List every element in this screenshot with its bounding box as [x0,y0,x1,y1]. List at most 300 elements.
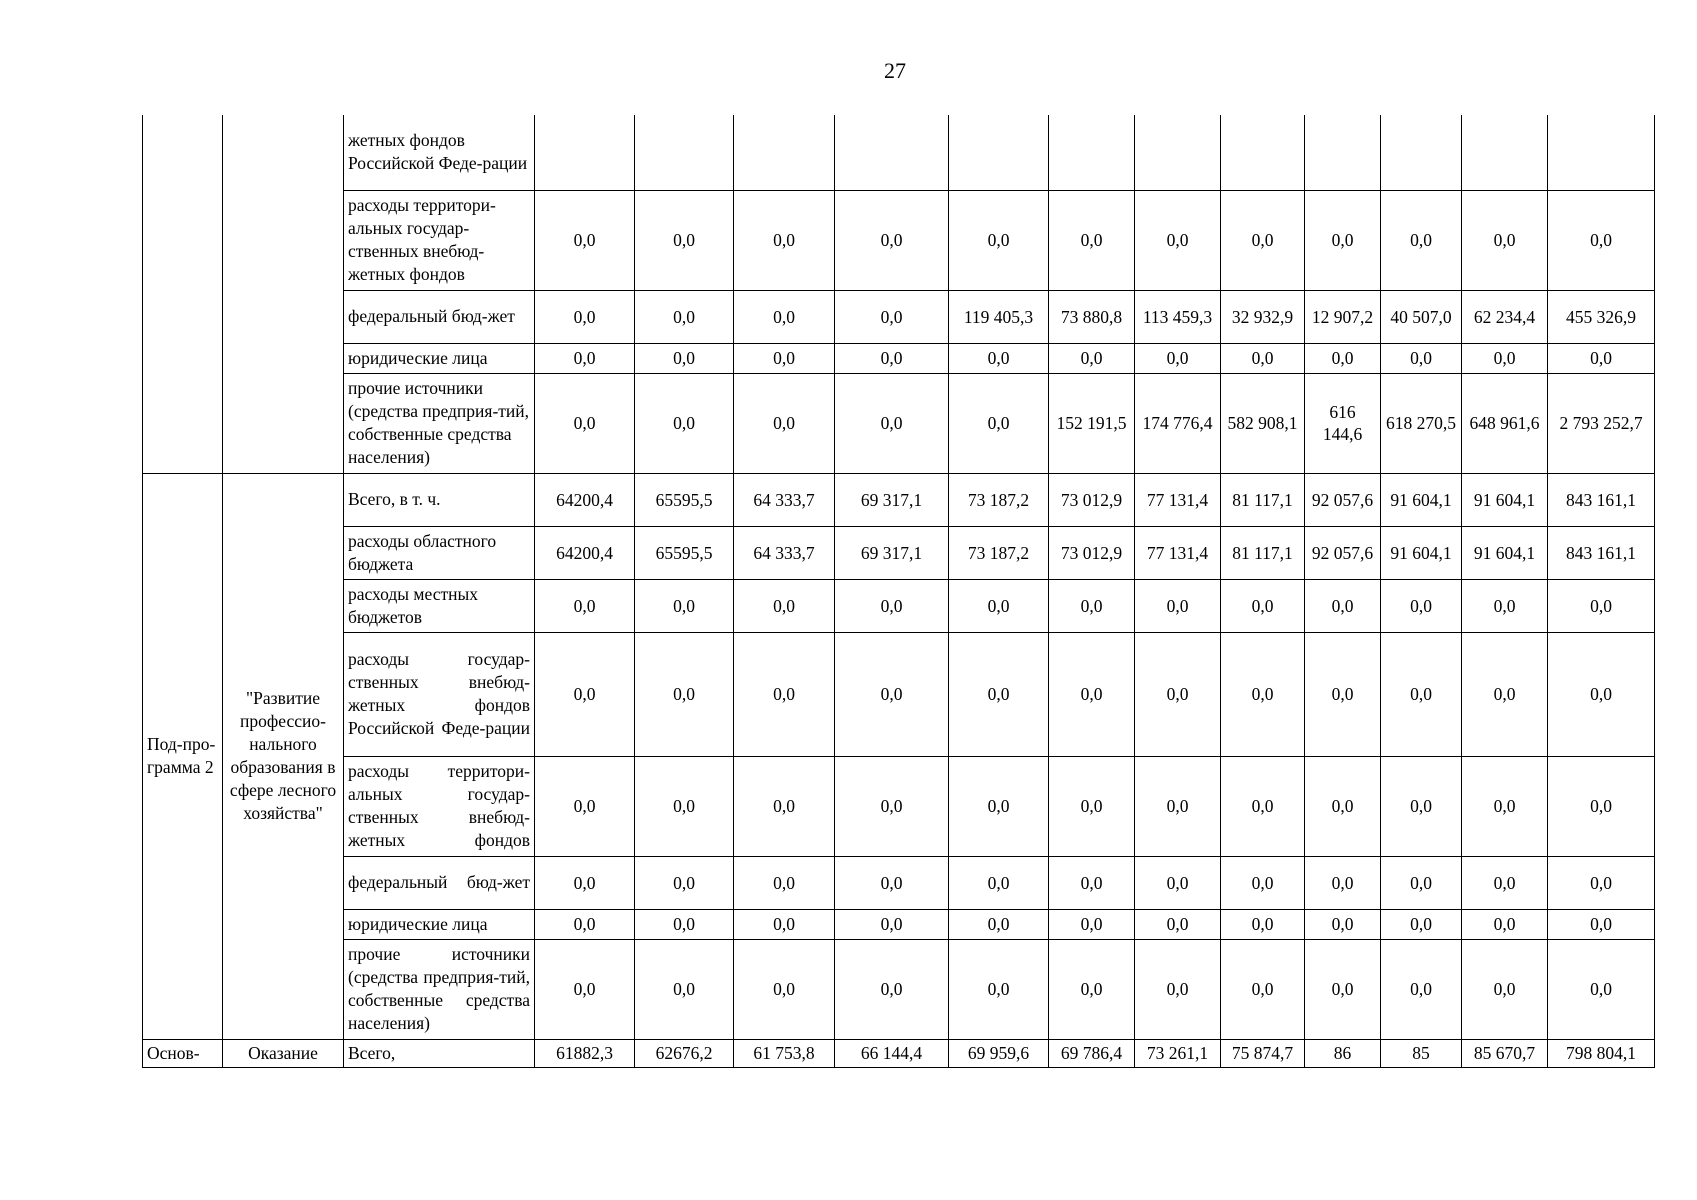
table-cell-value [1049,909,1135,939]
cell-value: 0,0 [573,684,596,704]
cell-value: 91 604,1 [1390,542,1452,563]
cell-value: 12 907,2 [1311,306,1374,327]
cell-value: 0,0 [773,348,795,368]
table-cell-value [1462,343,1548,373]
cell-value: 0,0 [1493,684,1516,704]
cell-value: 69 317,1 [860,542,923,563]
cell-value: 0,0 [880,348,903,368]
table-cell-value [734,290,835,343]
cell-value: 0,0 [1493,872,1516,893]
program-code-cell [143,115,223,473]
cell-value: 85 670,7 [1473,1043,1536,1063]
cell-value: 0,0 [1166,872,1189,893]
cell-value: 0,0 [987,413,1010,433]
cell-value: 0,0 [1166,595,1189,616]
cell-value: 91 604,1 [1473,542,1536,563]
table-cell-value [835,579,949,632]
cell-value: 62 234,4 [1473,306,1536,327]
cell-value: 86 [1333,1043,1352,1063]
table-cell-value [949,856,1049,909]
table-row [143,373,1655,473]
table-cell-value [1381,856,1462,909]
table-cell-value [734,343,835,373]
table-row [143,190,1655,290]
cell-value: 0,0 [1410,595,1432,616]
table-cell-value [1305,756,1381,856]
cell-value: 0,0 [1251,684,1274,704]
table-cell-value [949,579,1049,632]
table-cell-value [1381,1039,1462,1067]
table-cell-value [1305,909,1381,939]
cell-value: 0,0 [1251,595,1274,616]
cell-value: 81 117,1 [1232,542,1293,563]
cell-value: 0,0 [1410,796,1432,816]
table-cell-value [734,909,835,939]
table-cell-value [1548,579,1655,632]
table-cell-value [949,373,1049,473]
table-cell-value [1548,290,1655,343]
cell-value: 0,0 [1493,595,1516,616]
table-cell-value [1548,632,1655,756]
table-cell-value [949,756,1049,856]
table-cell-value [734,756,835,856]
table-cell-value [1049,115,1135,190]
table-cell-value [1305,290,1381,343]
cell-value: 69 959,6 [967,1043,1030,1063]
table-cell-value [1305,632,1381,756]
funding-source-label: юридические лица [344,909,535,939]
table-cell-value [635,856,734,909]
table-cell-value [535,290,635,343]
table-cell-value [1381,756,1462,856]
cell-value: 0,0 [1166,348,1189,368]
table-cell-value [1381,373,1462,473]
cell-value: 66 144,4 [860,1043,923,1063]
table-row [143,290,1655,343]
table-cell-value [1305,473,1381,526]
table-cell-value [1049,632,1135,756]
table-cell-value [1135,756,1221,856]
cell-value: 0,0 [987,348,1010,368]
table-cell-value [1221,1039,1305,1067]
table-cell-value [1049,343,1135,373]
table-cell-value [835,190,949,290]
cell-value: 0,0 [1331,872,1354,893]
table-cell-value [835,115,949,190]
cell-value: 0,0 [673,979,695,999]
table-row [143,756,1655,856]
table-cell-value [1305,190,1381,290]
table-cell-value [1135,939,1221,1039]
cell-value: 0,0 [880,872,903,893]
table-cell-value [1381,473,1462,526]
cell-value: 0,0 [573,872,596,893]
cell-value: 40 507,0 [1390,306,1452,327]
cell-value: 0,0 [1331,684,1354,704]
cell-value: 0,0 [987,872,1010,893]
cell-value: 0,0 [880,914,903,934]
cell-value: 0,0 [1251,348,1274,368]
table-cell-value [1049,190,1135,290]
table-cell-value [535,856,635,909]
table-cell-value [1462,939,1548,1039]
funding-source-label: Всего, в т. ч. [344,473,535,526]
cell-value: 0,0 [1080,684,1103,704]
table-cell-value [635,632,734,756]
main-activity-name: Оказание [223,1039,344,1067]
subprogram-code: Под-про-грамма 2 [143,473,223,1039]
table-cell-value [1135,526,1221,579]
cell-value: 0,0 [1080,230,1103,250]
page-number: 27 [884,58,906,83]
table-cell-value [734,579,835,632]
cell-value: 64200,4 [556,542,613,563]
cell-value: 0,0 [1080,348,1103,368]
cell-value: 91 604,1 [1390,489,1452,510]
cell-value: 0,0 [1331,796,1354,816]
cell-value: 81 117,1 [1232,489,1293,510]
table-cell-value [535,939,635,1039]
cell-value: 0,0 [673,230,695,250]
cell-value: 62676,2 [655,1043,713,1063]
table-cell-value [635,290,734,343]
funding-source-label: расходы территори-альных государ-ственных внебюд-жетных фондов [344,756,535,856]
table-cell-value [535,115,635,190]
table-cell-value [1462,290,1548,343]
cell-value: 0,0 [673,684,695,704]
cell-value: 0,0 [1410,348,1432,368]
table-cell-value [835,473,949,526]
cell-value: 0,0 [880,230,903,250]
cell-value: 0,0 [880,306,903,327]
cell-value: 648 961,6 [1469,413,1540,433]
cell-value: 0,0 [773,796,795,816]
main-activity-code: Основ- [143,1039,223,1067]
table-cell-value [1381,190,1462,290]
table-cell-value [1548,190,1655,290]
table-cell-value [1305,343,1381,373]
cell-value: 0,0 [987,979,1010,999]
table-cell-value [1548,373,1655,473]
cell-value: 0,0 [573,230,596,250]
cell-value: 0,0 [880,684,903,704]
cell-value: 0,0 [1590,684,1612,704]
table-cell-value [1135,909,1221,939]
table-cell-value [835,373,949,473]
cell-value: 0,0 [1590,348,1612,368]
table-cell-value [835,290,949,343]
cell-value: 0,0 [1590,230,1612,250]
table-cell-value [535,526,635,579]
table-cell-value [949,115,1049,190]
program-name-cell [223,115,344,473]
cell-value: 0,0 [1410,872,1432,893]
table-cell-value [835,632,949,756]
cell-value: 73 880,8 [1060,306,1123,327]
cell-value: 0,0 [1166,796,1189,816]
table-cell-value [1305,579,1381,632]
cell-value: 0,0 [1331,979,1354,999]
cell-value: 0,0 [573,306,596,327]
cell-value: 77 131,4 [1146,542,1209,563]
table-cell-value [1462,473,1548,526]
cell-value: 0,0 [673,872,695,893]
table-row [143,632,1655,756]
table-cell-value [1305,373,1381,473]
cell-value: 69 317,1 [860,489,923,510]
table-cell-value [1221,526,1305,579]
table-cell-value [635,473,734,526]
table-cell-value [1381,939,1462,1039]
subprogram-name: "Развитие профессио-нального образования в сфере лесного хозяйства" [223,473,344,1039]
table-cell-value [1049,856,1135,909]
cell-value: 0,0 [1331,230,1354,250]
table-row [143,856,1655,909]
table-cell-value [1548,856,1655,909]
cell-value: 73 187,2 [967,489,1030,510]
cell-value: 0,0 [1251,914,1274,934]
table-cell-value [835,1039,949,1067]
cell-value: 0,0 [1080,872,1103,893]
table-cell-value [835,343,949,373]
cell-value: 0,0 [773,872,795,893]
cell-value: 0,0 [880,979,903,999]
table-cell-value [1462,756,1548,856]
table-cell-value [1049,290,1135,343]
cell-value: 92 057,6 [1311,489,1374,510]
cell-value: 64 333,7 [753,542,815,563]
table-cell-value [1049,1039,1135,1067]
cell-value: 0,0 [987,914,1010,934]
cell-value: 0,0 [1251,230,1274,250]
funding-source-label: расходы областного бюджета [344,526,535,579]
table-cell-value [949,290,1049,343]
table-cell-value [1221,632,1305,756]
funding-source-label: федеральный бюд-жет [344,856,535,909]
table-row [143,526,1655,579]
table-cell-value [1135,856,1221,909]
table-cell-value [535,632,635,756]
budget-table [142,115,1655,1068]
table-cell-value [1381,579,1462,632]
cell-value: 0,0 [573,796,596,816]
cell-value: 119 405,3 [963,306,1034,327]
cell-value: 0,0 [1410,684,1432,704]
table-cell-value [635,1039,734,1067]
table-cell-value [535,1039,635,1067]
table-cell-value [734,115,835,190]
table-cell-value [1135,343,1221,373]
table-cell-value [1221,909,1305,939]
cell-value: 85 [1412,1043,1430,1063]
cell-value: 77 131,4 [1146,489,1209,510]
cell-value: 0,0 [573,979,596,999]
cell-value: 0,0 [1590,872,1612,893]
cell-value: 61882,3 [556,1043,613,1063]
table-cell-value [1381,290,1462,343]
table-cell-value [1548,756,1655,856]
table-cell-value [1221,343,1305,373]
table-cell-value [1462,373,1548,473]
table-cell-value [1462,579,1548,632]
table-cell-value [535,579,635,632]
table-cell-value [1221,373,1305,473]
cell-value: 0,0 [673,914,695,934]
cell-value: 0,0 [773,306,795,327]
cell-value: 0,0 [573,413,596,433]
cell-value: 582 908,1 [1227,413,1298,433]
table-row [143,473,1655,526]
cell-value: 0,0 [1251,796,1274,816]
cell-value: 0,0 [573,348,596,368]
cell-value: 0,0 [773,979,795,999]
cell-value: 0,0 [1493,914,1516,934]
cell-value: 0,0 [1493,348,1516,368]
table-cell-value [1049,373,1135,473]
table-cell-value [1462,526,1548,579]
table-cell-value [835,756,949,856]
cell-value: 843 161,1 [1566,489,1636,510]
table-cell-value [1221,939,1305,1039]
table-cell-value [734,473,835,526]
table-row [143,579,1655,632]
cell-value: 0,0 [673,348,695,368]
table-cell-value [1548,343,1655,373]
table-cell-value [1221,856,1305,909]
funding-source-label: федеральный бюд-жет [344,290,535,343]
table-cell-value [1381,343,1462,373]
table-cell-value [734,856,835,909]
cell-value: 616 144,6 [1322,402,1363,444]
table-cell-value [1305,939,1381,1039]
cell-value: 0,0 [673,796,695,816]
table-cell-value [734,526,835,579]
cell-value: 0,0 [1493,796,1516,816]
table-cell-value [535,756,635,856]
table-cell-value [635,115,734,190]
table-cell-value [1049,473,1135,526]
cell-value: 0,0 [573,914,596,934]
table-cell-value [835,856,949,909]
table-cell-value [1221,579,1305,632]
table-cell-value [949,1039,1049,1067]
table-cell-value [535,909,635,939]
cell-value: 0,0 [1590,796,1612,816]
table-cell-value [635,343,734,373]
table-cell-value [1221,290,1305,343]
funding-source-label: расходы местных бюджетов [344,579,535,632]
cell-value: 64 333,7 [753,489,815,510]
table-cell-value [1135,115,1221,190]
table-cell-value [1221,115,1305,190]
cell-value: 0,0 [1251,872,1274,893]
cell-value: 73 261,1 [1146,1043,1209,1063]
table-cell-value [1381,115,1462,190]
cell-value: 0,0 [1331,914,1354,934]
table-cell-value [535,343,635,373]
cell-value: 0,0 [880,595,903,616]
cell-value: 0,0 [1493,979,1516,999]
table-cell-value [949,939,1049,1039]
table-cell-value [1135,579,1221,632]
table-cell-value [1548,473,1655,526]
cell-value: 0,0 [1080,979,1103,999]
table-cell-value [1135,373,1221,473]
table-cell-value [1135,290,1221,343]
table-cell-value [949,473,1049,526]
table-cell-value [835,526,949,579]
cell-value: 0,0 [1331,595,1354,616]
table-cell-value [1462,632,1548,756]
table-cell-value [1221,190,1305,290]
cell-value: 75 874,7 [1231,1043,1294,1063]
cell-value: 0,0 [1410,230,1432,250]
cell-value: 0,0 [880,413,903,433]
table-cell-value [635,939,734,1039]
funding-source-label: юридические лица [344,343,535,373]
table-cell-value [1135,1039,1221,1067]
table-cell-value [1049,579,1135,632]
cell-value: 0,0 [773,595,795,616]
cell-value: 73 187,2 [967,542,1030,563]
cell-value: 113 459,3 [1142,306,1213,327]
cell-value: 2 793 252,7 [1559,413,1643,433]
cell-value: 0,0 [1080,796,1103,816]
cell-value: 0,0 [773,914,795,934]
cell-value: 174 776,4 [1142,413,1213,433]
cell-value: 0,0 [1331,348,1354,368]
table-cell-value [535,373,635,473]
cell-value: 0,0 [1166,914,1189,934]
cell-value: 73 012,9 [1060,542,1123,563]
cell-value: 91 604,1 [1473,489,1536,510]
table-row [143,939,1655,1039]
table-cell-value [734,1039,835,1067]
cell-value: 0,0 [1590,979,1612,999]
cell-value: 92 057,6 [1311,542,1374,563]
funding-source-label: прочие источники (средства предприя-тий, собственные средства населения) [344,373,535,473]
table-cell-value [1135,190,1221,290]
table-cell-value [635,526,734,579]
cell-value: 0,0 [1251,979,1274,999]
table-cell-value [635,756,734,856]
table-cell-value [734,190,835,290]
table-cell-value [1462,190,1548,290]
table-cell-value [949,190,1049,290]
cell-value: 455 326,9 [1566,306,1636,327]
cell-value: 0,0 [1590,914,1612,934]
table-cell-value [835,939,949,1039]
table-cell-value [1381,526,1462,579]
table-cell-value [1548,1039,1655,1067]
table-row [143,909,1655,939]
cell-value: 73 012,9 [1060,489,1123,510]
cell-value: 0,0 [573,595,596,616]
cell-value: 843 161,1 [1566,542,1636,563]
table-cell-value [1221,473,1305,526]
table-cell-value [1221,756,1305,856]
cell-value: 0,0 [1410,914,1432,934]
funding-source-label: Всего, [344,1039,535,1067]
table-row [143,115,1655,190]
cell-value: 618 270,5 [1386,413,1456,433]
table-cell-value [1135,473,1221,526]
table-cell-value [635,190,734,290]
table-cell-value [635,373,734,473]
table-cell-value [734,373,835,473]
table-cell-value [949,909,1049,939]
table-cell-value [535,190,635,290]
